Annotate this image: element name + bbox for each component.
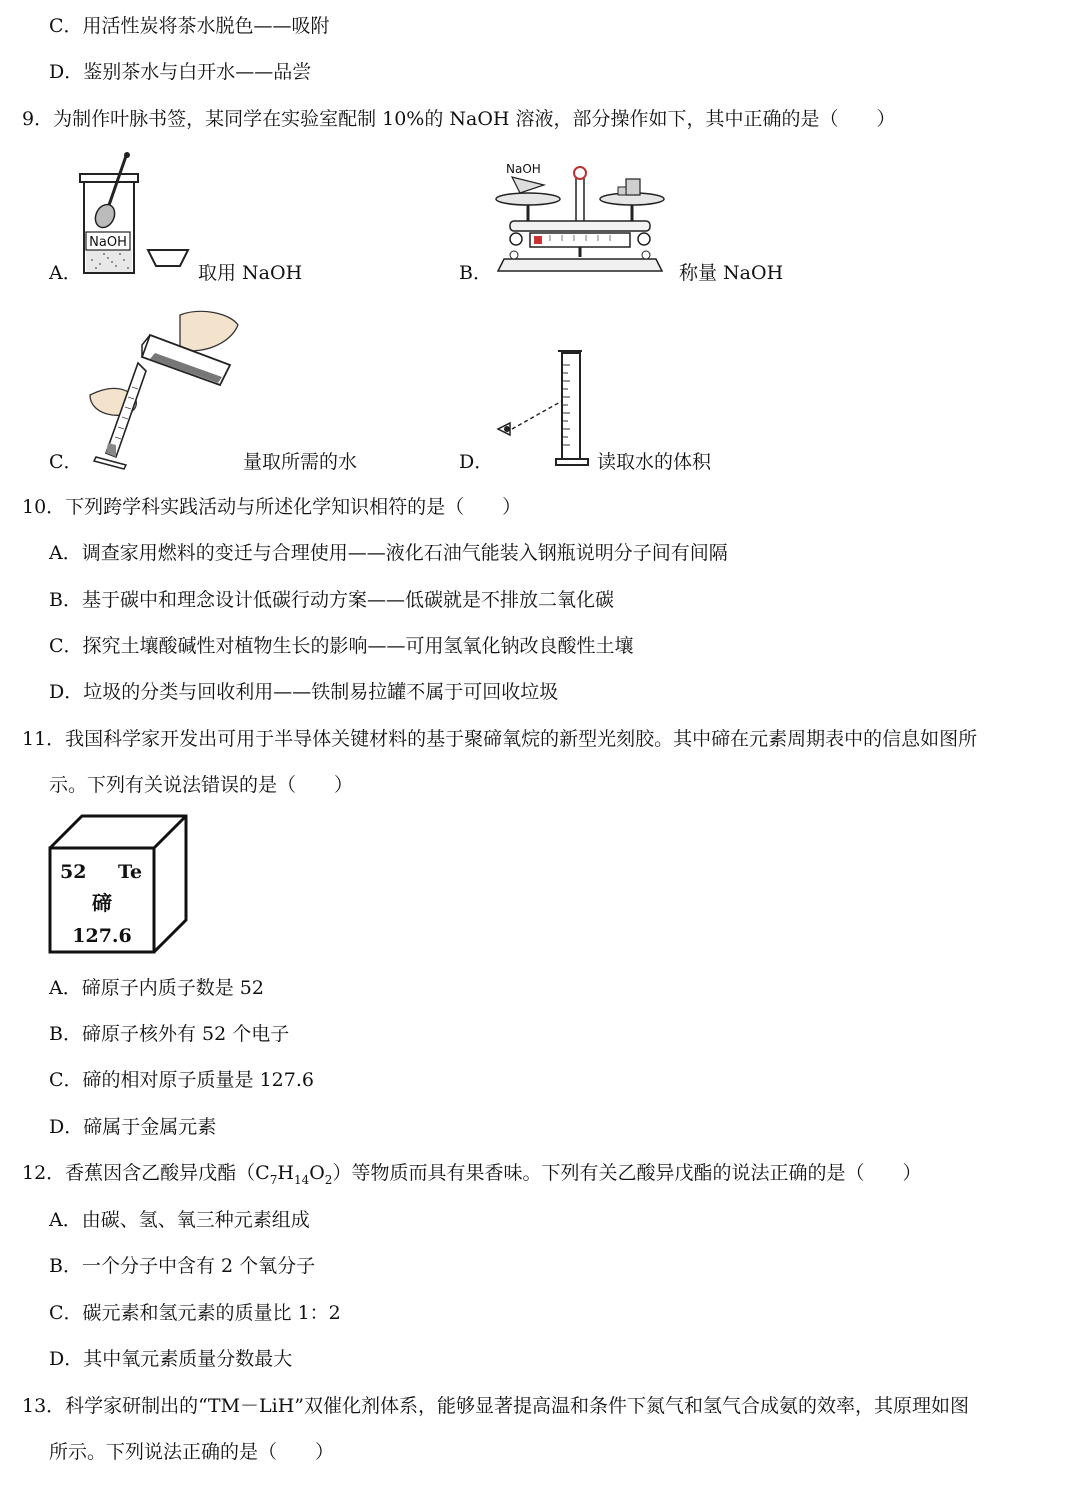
q10-stem: 10．下列跨学科实践活动与所述化学知识相符的是（ ） [22,496,522,518]
balance-figure [490,155,670,280]
q11-stem-line1: 11．我国科学家开发出可用于半导体关键材料的基于聚碲氧烷的新型光刻胶。其中碲在元素周期表中的信息如图所 [22,728,978,750]
q12-stem [22,1161,921,1185]
q12-option-c: C．碳元素和氢元素的质量比 1：2 [49,1302,341,1324]
q11-stem-line2: 示。下列有关说法错误的是（ ） [49,774,354,796]
q8-option-d: D．鉴别茶水与白开水——品尝 [49,61,312,83]
formula-sub-h: 14 [293,1172,310,1187]
q11-option-c: C．碲的相对原子质量是 127.6 [49,1069,314,1091]
element-card-figure [46,812,192,958]
q9-stem: 9．为制作叶脉书签，某同学在实验室配制 10%的 NaOH 溶液，部分操作如下，其中正确的是（ ） [22,108,896,130]
element-symbol: Te [118,861,143,883]
formula-sub-c: 7 [269,1172,278,1187]
q12-option-a: A．由碳、氢、氧三种元素组成 [49,1209,310,1231]
element-name: 碲 [92,891,112,915]
formula-h: H [277,1162,294,1184]
element-mass: 127.6 [72,925,132,947]
q8-option-c: C．用活性炭将茶水脱色——吸附 [49,15,330,37]
q10-option-c: C．探究土壤酸碱性对植物生长的影响——可用氢氧化钠改良酸性土壤 [49,635,634,657]
bottle-label: NaOH [89,235,127,250]
formula-sub-o: 2 [324,1172,333,1187]
q10-option-d: D．垃圾的分类与回收利用——铁制易拉罐不属于可回收垃圾 [49,681,559,703]
q10-option-b: B．基于碳中和理念设计低碳行动方案——低碳就是不排放二氧化碳 [49,589,614,611]
element-atomic-number: 52 [60,861,87,883]
q11-option-b: B．碲原子核外有 52 个电子 [49,1023,290,1045]
q11-option-a: A．碲原子内质子数是 52 [49,977,264,999]
q9-option-b-caption: 称量 NaOH [679,262,784,284]
q9-option-a-letter: A． [49,262,82,284]
q9-option-c-caption: 量取所需的水 [243,451,358,473]
q10-option-a: A．调查家用燃料的变迁与合理使用——液化石油气能装入钢瓶说明分子间有间隔 [49,542,728,564]
q9-option-a-caption: 取用 NaOH [198,262,303,284]
balance-pan-label: NaOH [506,162,541,176]
q9-option-d-caption: 读取水的体积 [597,451,712,473]
q13-stem-line2: 所示。下列说法正确的是（ ） [49,1441,335,1463]
q12-stem-suffix: ）等物质而具有果香味。下列有关乙酸异戊酯的说法正确的是（ ） [332,1162,922,1184]
formula-o: O [309,1162,325,1184]
reagent-bottle-figure [78,150,196,280]
q9-option-b-letter: B． [459,262,492,284]
q12-option-d: D．其中氧元素质量分数最大 [49,1348,293,1370]
q11-option-d: D．碲属于金属元素 [49,1116,217,1138]
pouring-figure [80,305,245,470]
q13-stem-line1: 13．科学家研制出的“TM－LiH”双催化剂体系，能够显著提高温和条件下氮气和氢气合成氨的效率，其原理如图 [22,1395,969,1417]
reading-cylinder-figure [490,345,600,470]
q9-option-c-letter: C． [49,451,83,473]
q12-stem-prefix: 12．香蕉因含乙酸异戊酯（C [22,1162,270,1184]
q12-option-b: B．一个分子中含有 2 个氧分子 [49,1255,316,1277]
q9-option-d-letter: D． [459,451,494,473]
